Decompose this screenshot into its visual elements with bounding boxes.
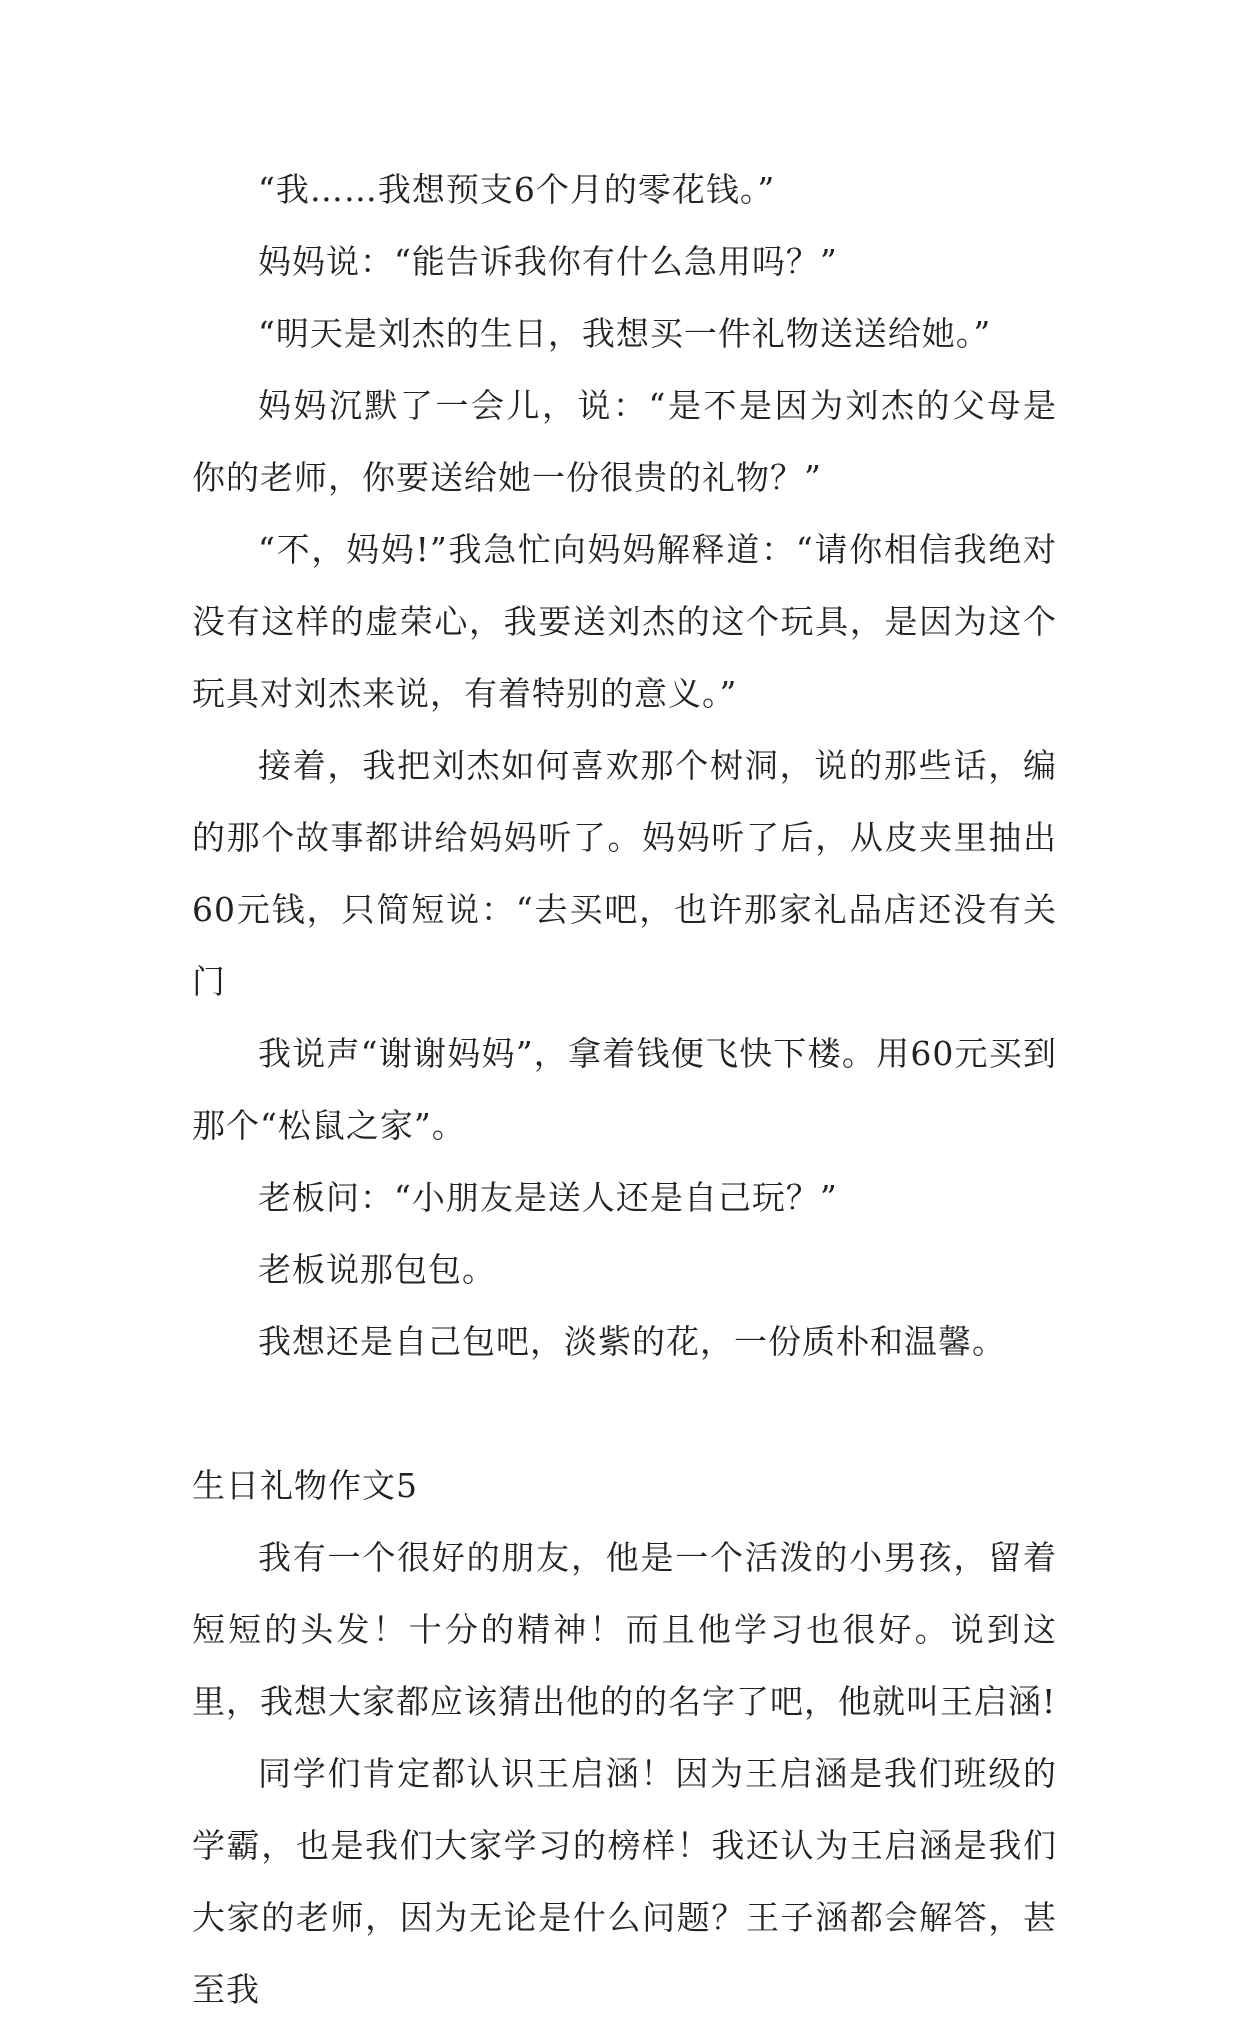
paragraph: 同学们肯定都认识王启涵！因为王启涵是我们班级的学霸，也是我们大家学习的榜样！我还认为王启涵是我们大家的老师，因为无论是什么问题？王子涵都会解答，甚至我 bbox=[192, 1754, 1057, 2009]
paragraph: 接着，我把刘杰如何喜欢那个树洞，说的那些话，编的那个故事都讲给妈妈听了。妈妈听了后，从皮夹里抽出60元钱，只简短说：“去买吧，也许那家礼品店还没有关门 bbox=[192, 746, 1057, 1001]
paragraph: 妈妈沉默了一会儿，说：“是不是因为刘杰的父母是你的老师，你要送给她一份很贵的礼物？” bbox=[192, 386, 1057, 497]
paragraph: 我说声“谢谢妈妈”，拿着钱便飞快下楼。用60元买到那个“松鼠之家”。 bbox=[192, 1034, 1057, 1145]
paragraph: “不，妈妈!”我急忙向妈妈解释道：“请你相信我绝对没有这样的虚荣心，我要送刘杰的这个玩具，是因为这个玩具对刘杰来说，有着特别的意义。” bbox=[192, 530, 1057, 713]
paragraph: “明天是刘杰的生日，我想买一件礼物送送给她。” bbox=[258, 314, 992, 353]
document-body bbox=[192, 154, 1057, 2026]
paragraph: 妈妈说：“能告诉我你有什么急用吗？” bbox=[258, 242, 838, 281]
paragraph: “我……我想预支6个月的零花钱。” bbox=[258, 170, 776, 209]
paragraph: 老板问：“小朋友是送人还是自己玩？” bbox=[258, 1178, 838, 1217]
section-heading: 生日礼物作文5 bbox=[192, 1466, 418, 1505]
paragraph: 老板说那包包。 bbox=[258, 1250, 496, 1289]
paragraph: 我想还是自己包吧，淡紫的花，一份质朴和温馨。 bbox=[258, 1322, 1006, 1361]
paragraph: 我有一个很好的朋友，他是一个活泼的小男孩，留着短短的头发！十分的精神！而且他学习也很好。说到这里，我想大家都应该猜出他的的名字了吧，他就叫王启涵! bbox=[192, 1538, 1057, 1721]
